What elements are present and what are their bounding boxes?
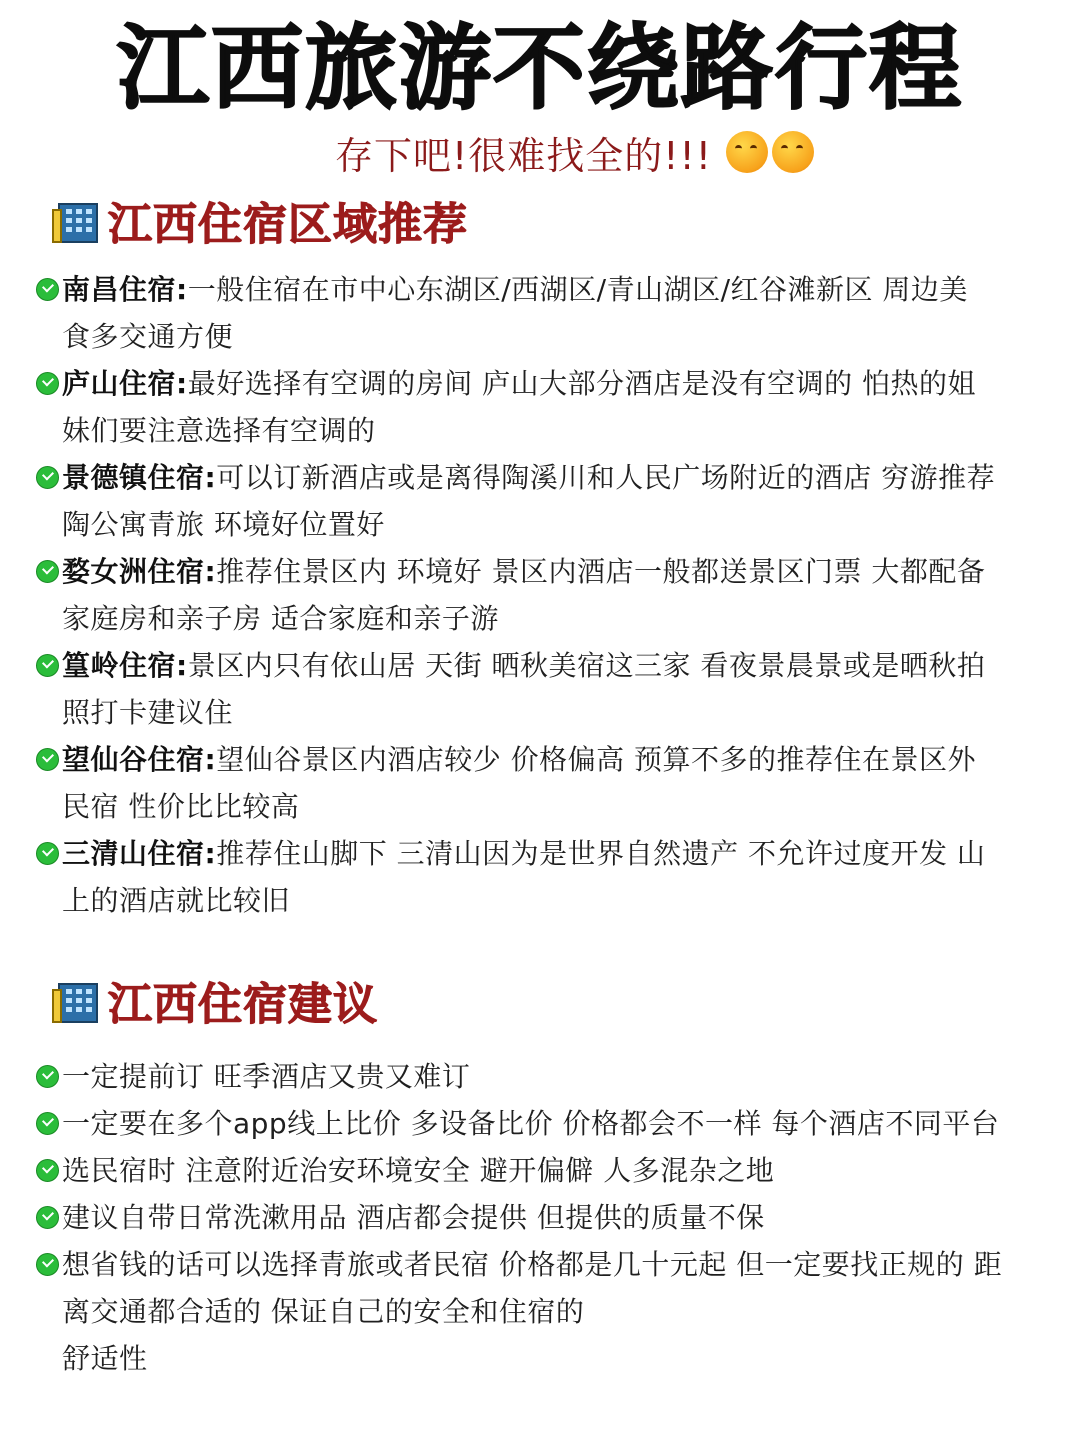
- list-item: [36, 454, 1046, 548]
- item-text-continued: 照打卡建议住: [62, 696, 234, 729]
- item-text-continued: 舒适性: [62, 1342, 148, 1375]
- item-label: 望仙谷住宿:: [62, 743, 217, 776]
- item-label: 景德镇住宿:: [62, 461, 217, 494]
- item-text: 一定要在多个app线上比价 多设备比价 价格都会不一样 每个酒店不同平台: [62, 1107, 1000, 1140]
- office-building-icon: [52, 197, 102, 243]
- list-item: [36, 1053, 1046, 1100]
- item-label: 庐山住宿:: [62, 367, 188, 400]
- item-text: 可以订新酒店或是离得陶溪川和人民广场附近的酒店 穷游推荐: [216, 461, 996, 494]
- item-label: 婺女洲住宿:: [62, 555, 217, 588]
- list-item: [36, 1147, 1046, 1194]
- list-item: [36, 830, 1046, 924]
- check-icon: [36, 842, 59, 865]
- section-heading-text: 江西住宿区域推荐: [108, 199, 468, 250]
- sneezing-face-icon: [726, 131, 768, 173]
- list-item: [36, 1194, 1046, 1241]
- section-heading-area-recommendation: [52, 192, 468, 248]
- item-text-continued: 民宿 性价比比较高: [62, 790, 300, 823]
- check-icon: [36, 1159, 59, 1182]
- list-item: [36, 736, 1046, 830]
- list-item: [36, 642, 1046, 736]
- item-text: 景区内只有依山居 天街 晒秋美宿这三家 看夜景晨景或是晒秋拍: [187, 649, 986, 682]
- subtitle-text: 存下吧!很难找全的!!!: [335, 133, 712, 178]
- item-text: 建议自带日常洗漱用品 酒店都会提供 但提供的质量不保: [62, 1201, 765, 1234]
- check-icon: [36, 1112, 59, 1135]
- item-text: 推荐住景区内 环境好 景区内酒店一般都送景区门票 大都配备: [216, 555, 986, 588]
- item-text: 一般住宿在市中心东湖区/西湖区/青山湖区/红谷滩新区 周边美: [187, 273, 968, 306]
- item-text-continued: 离交通都合适的 保证自己的安全和住宿的: [62, 1295, 585, 1328]
- item-label: 三清山住宿:: [62, 837, 217, 870]
- office-building-icon: [52, 977, 102, 1023]
- sneezing-face-icon: [772, 131, 814, 173]
- item-label: 南昌住宿:: [62, 273, 188, 306]
- list-item: [36, 360, 1046, 454]
- section-heading-advice: [52, 972, 378, 1028]
- section-heading-text: 江西住宿建议: [108, 979, 378, 1030]
- item-text-continued: 陶公寓青旅 环境好位置好: [62, 508, 385, 541]
- list-item: [36, 1241, 1046, 1382]
- item-text-continued: 家庭房和亲子房 适合家庭和亲子游: [62, 602, 499, 635]
- list-item: [36, 1100, 1046, 1147]
- check-icon: [36, 278, 59, 301]
- item-text: 最好选择有空调的房间 庐山大部分酒店是没有空调的 怕热的姐: [187, 367, 977, 400]
- check-icon: [36, 1065, 59, 1088]
- check-icon: [36, 654, 59, 677]
- item-text: 望仙谷景区内酒店较少 价格偏高 预算不多的推荐住在景区外: [216, 743, 977, 776]
- item-text: 想省钱的话可以选择青旅或者民宿 价格都是几十元起 但一定要找正规的 距: [62, 1248, 1003, 1281]
- page-title: 江西旅游不绕路行程: [116, 15, 963, 122]
- item-text-continued: 上的酒店就比较旧: [62, 884, 291, 917]
- subtitle: [335, 122, 814, 182]
- item-text-continued: 食多交通方便: [62, 320, 234, 353]
- item-text: 一定提前订 旺季酒店又贵又难订: [62, 1060, 471, 1093]
- check-icon: [36, 466, 59, 489]
- check-icon: [36, 748, 59, 771]
- item-text: 选民宿时 注意附近治安环境安全 避开偏僻 人多混杂之地: [62, 1154, 775, 1187]
- item-text-continued: 妹们要注意选择有空调的: [62, 414, 376, 447]
- check-icon: [36, 560, 59, 583]
- list-item: [36, 266, 1046, 360]
- list-item: [36, 548, 1046, 642]
- item-text: 推荐住山脚下 三清山因为是世界自然遗产 不允许过度开发 山: [216, 837, 986, 870]
- check-icon: [36, 372, 59, 395]
- item-label: 篁岭住宿:: [62, 649, 188, 682]
- check-icon: [36, 1206, 59, 1229]
- check-icon: [36, 1253, 59, 1276]
